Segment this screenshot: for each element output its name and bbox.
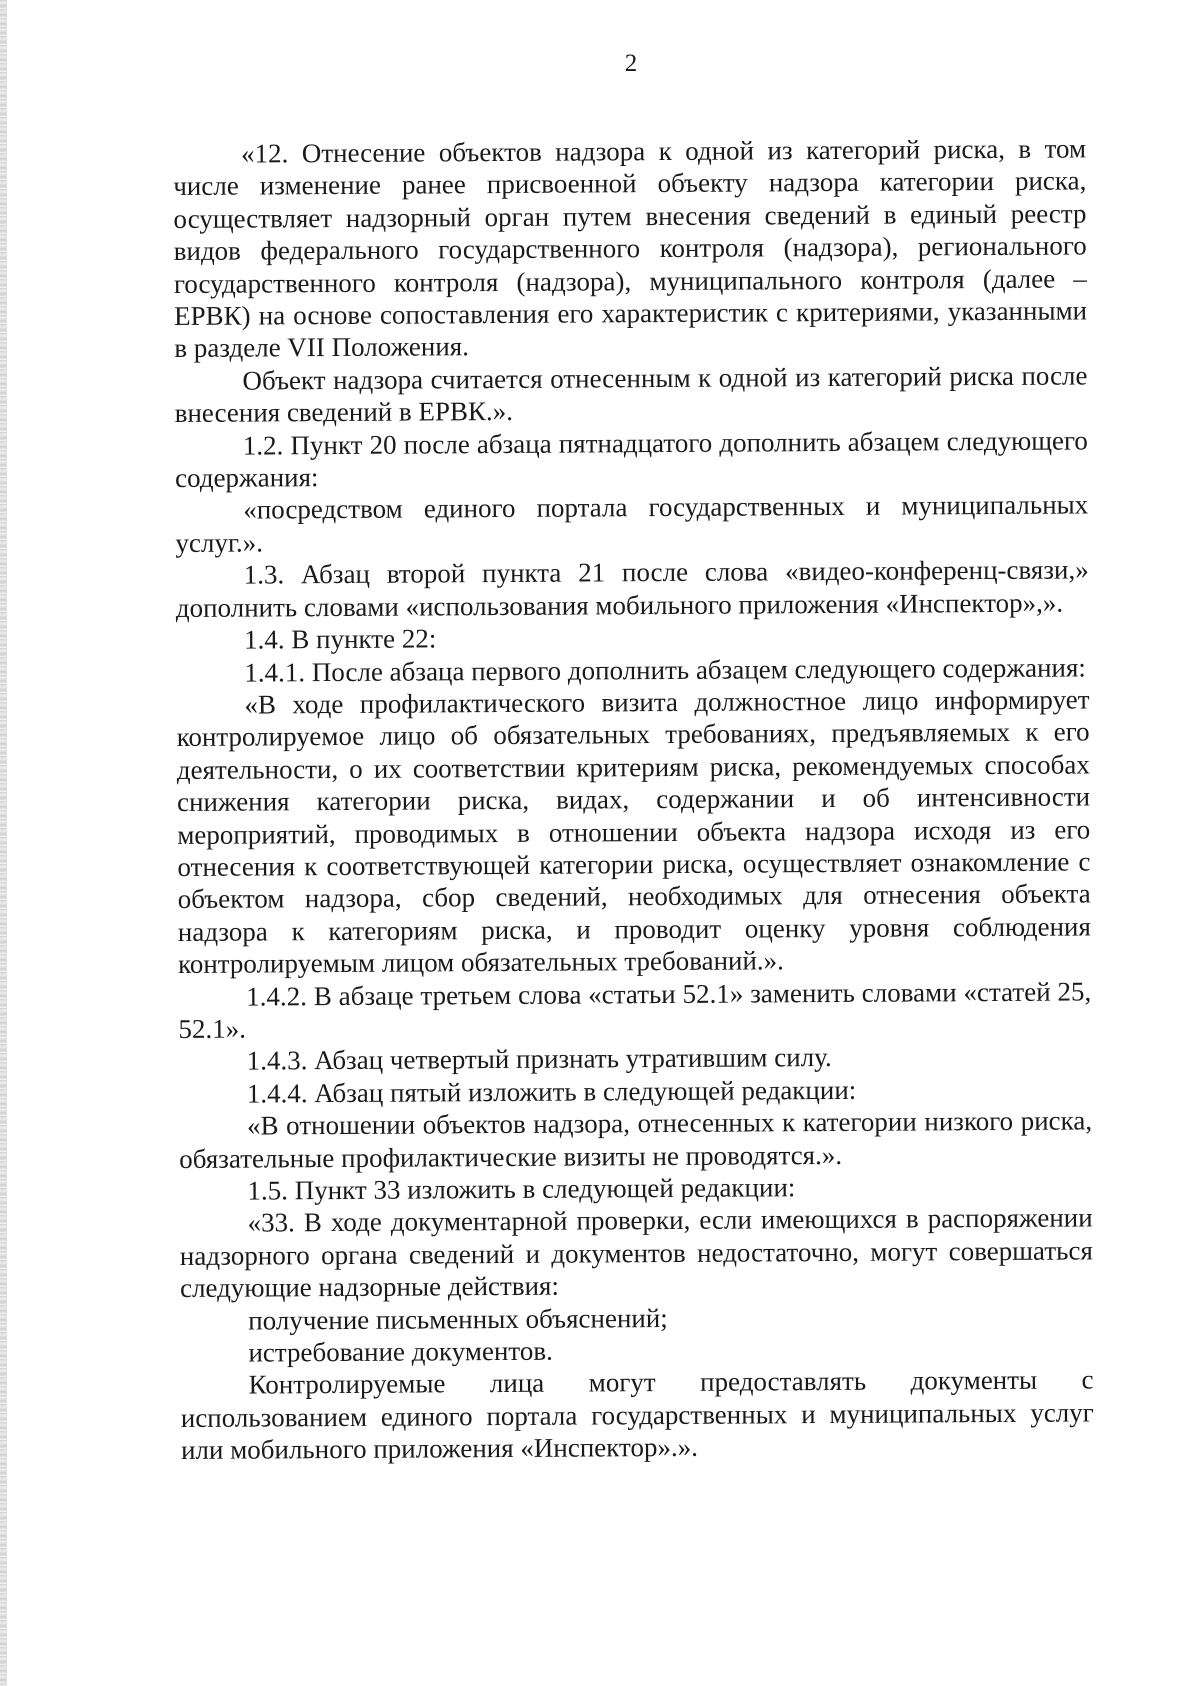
paragraph-item-1-4-3: 1.4.3. Абзац четвертый признать утратившим силу.	[246, 1042, 832, 1076]
paragraph-risk-category-entry: Объект надзора считается отнесенным к одной из категорий риска после внесения сведений в ЕРВК.».	[174, 360, 1088, 429]
paragraph-item-1-3: 1.3. Абзац второй пункта 21 после слова «видео-конференц-связи,» дополнить словами «использования мобильного приложения «Инспектор»,».	[175, 554, 1089, 623]
list-item-written-explanations: получение письменных объяснений;	[248, 1302, 668, 1336]
paragraph-item-1-4-2: 1.4.2. В абзаце третьем слова «статьи 52.1» заменить словами «статей 25, 52.1».	[178, 975, 1092, 1044]
paragraph-item-1-4: 1.4. В пункте 22:	[243, 623, 437, 655]
scan-edge-artifact	[0, 0, 7, 1686]
paragraph-item-1-4-1-text: «В ходе профилактического визита должностное лицо информирует контролируемое лицо об обязательных требованиях, предъявляемых к его деятельности, о их соответствии критериям риска, рекомендуемых способах снижения категории риска, видах, содержании и об интенсивности мероприятий, проводимых в отношении объекта надзора исходя из его отнесения к соответствующей категории риска, осуществляет ознакомление с объектом надзора, сбор сведений, необходимых для отнесения объекта надзора к категориям риска, и проводит оценку уровня соблюдения контролируемым лицом обязательных требований.».	[176, 684, 1091, 980]
paragraph-item-1-4-1: 1.4.1. После абзаца первого дополнить абзацем следующего содержания:	[244, 651, 1086, 688]
paragraph-item-1-2-text: «посредством единого портала государственных и муниципальных услуг.».	[175, 489, 1089, 558]
list-item-document-request: истребование документов.	[248, 1335, 553, 1368]
paragraph-item-1-4-4: 1.4.4. Абзац пятый изложить в следующей редакции:	[246, 1074, 857, 1109]
paragraph-clause-33: «33. В ходе документарной проверки, если имеющихся в распоряжении надзорного органа сведений и документов недостаточно, могут совершаться следующие надзорные действия:	[179, 1202, 1093, 1304]
paragraph-item-1-2: 1.2. Пункт 20 после абзаца пятнадцатого дополнить абзацем следующего содержания:	[174, 425, 1088, 494]
paragraph-controlled-persons: Контролируемые лица могут предоставлять документы с использованием единого портала государственных и муниципальных услуг или мобильного приложения «Инспектор».».	[180, 1364, 1094, 1466]
paragraph-clause-12: «12. Отнесение объектов надзора к одной из категорий риска, в том числе изменение ранее присвоенной объекту надзора категории риска, осуществляет надзорный орган путем внесения сведений в единый реестр видов федерального государственного контроля (надзора), регионального государственного контроля (надзора), муниципального контроля (далее – ЕРВК) на основе сопоставления его характеристик с критериями, указанными в разделе VII Положения.	[173, 133, 1088, 364]
paragraph-item-1-4-4-text: «В отношении объектов надзора, отнесенных к категории низкого риска, обязательные профилактические визиты не проводятся.».	[179, 1105, 1093, 1174]
document-body	[173, 132, 1094, 1466]
page-number: 2	[624, 50, 638, 77]
paragraph-item-1-5: 1.5. Пункт 33 изложить в следующей редакции:	[247, 1172, 796, 1206]
